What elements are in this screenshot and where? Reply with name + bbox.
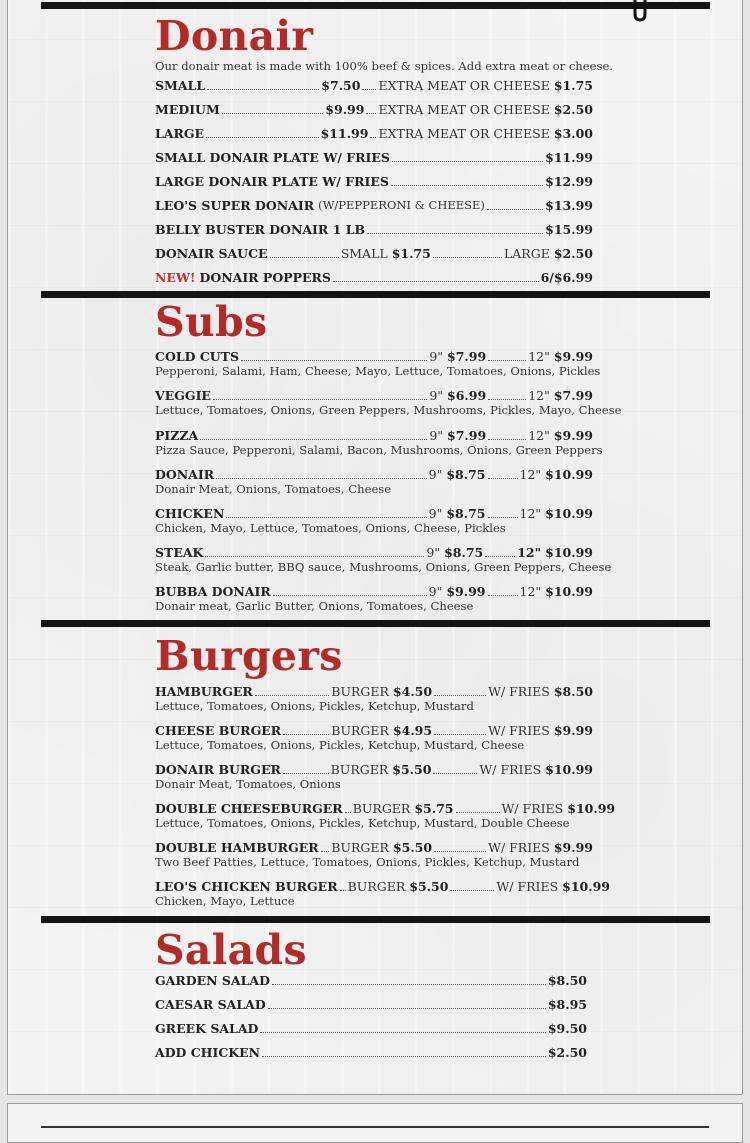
item-description: Donair Meat, Tomatoes, Onions — [155, 777, 341, 791]
dot-leader — [241, 360, 427, 361]
item-name: VEGGIE — [155, 388, 211, 403]
fries-price: $8.50 — [553, 684, 593, 699]
dot-leader — [226, 517, 426, 518]
burger-row — [155, 799, 616, 816]
donair-size-row — [155, 76, 593, 93]
item-description: Donair Meat, Onions, Tomatoes, Cheese — [155, 482, 392, 496]
extra-label: EXTRA MEAT OR CHEESE — [378, 102, 550, 117]
item-price: $13.99 — [545, 198, 593, 213]
section-divider-donair — [41, 2, 710, 9]
item-price: $15.99 — [545, 222, 593, 237]
dot-leader — [255, 695, 329, 696]
burger-label: BURGER — [330, 762, 389, 777]
donair-plate-row — [155, 172, 593, 189]
dot-leader — [206, 137, 319, 138]
dot-leader — [270, 257, 339, 258]
item-description: Pepperoni, Salami, Ham, Cheese, Mayo, Lettuce, Tomatoes, Onions, Pickles — [155, 364, 601, 378]
size-9: 9" — [429, 388, 444, 403]
dot-leader — [391, 185, 543, 186]
dot-leader — [366, 113, 376, 114]
item-name: DOUBLE HAMBURGER — [155, 840, 319, 855]
dot-leader — [487, 209, 543, 210]
sub-row — [155, 504, 593, 521]
item-price: $2.50 — [547, 1045, 587, 1060]
section-divider-burgers — [41, 620, 710, 627]
size-12: 12" — [517, 545, 542, 560]
burger-label: BURGER — [331, 840, 389, 855]
price-9: $8.75 — [444, 545, 484, 560]
sub-row — [155, 386, 593, 403]
burger-row — [155, 721, 593, 738]
burger-price: $5.75 — [414, 801, 454, 816]
salad-row — [155, 995, 587, 1012]
dot-leader — [260, 1032, 545, 1033]
dot-leader — [205, 556, 424, 557]
dot-leader — [216, 478, 427, 479]
item-name: SMALL DONAIR PLATE W/ FRIES — [155, 150, 390, 165]
donair-size-row — [155, 100, 593, 117]
sub-row — [155, 465, 593, 482]
donair-plate-row — [155, 148, 593, 165]
dot-leader — [433, 773, 477, 774]
item-name: HAMBURGER — [155, 684, 253, 699]
item-price: $8.95 — [547, 997, 587, 1012]
dot-leader — [213, 399, 427, 400]
dot-leader — [283, 734, 329, 735]
extra-price: $2.50 — [553, 102, 593, 117]
price-12: $10.99 — [545, 584, 593, 599]
item-description: Lettuce, Tomatoes, Onions, Pickles, Ketchup, Mustard, Double Cheese — [155, 816, 570, 830]
dot-leader — [450, 890, 494, 891]
dot-leader — [200, 439, 427, 440]
sub-row — [155, 426, 593, 443]
burger-price: $4.95 — [392, 723, 433, 738]
dot-leader — [321, 851, 330, 852]
burger-price: $4.50 — [392, 684, 433, 699]
item-price: $8.50 — [547, 973, 587, 988]
burger-row — [155, 877, 610, 894]
item-description: Two Beef Patties, Lettuce, Tomatoes, Onions, Pickles, Ketchup, Mustard — [155, 855, 580, 869]
dot-leader — [488, 595, 518, 596]
dot-leader — [340, 890, 346, 891]
item-price: $9.99 — [325, 102, 365, 117]
item-name: COLD CUTS — [155, 349, 239, 364]
size-9: 9" — [428, 584, 443, 599]
item-description: Lettuce, Tomatoes, Onions, Pickles, Ketchup, Mustard — [155, 699, 474, 713]
dot-leader — [370, 137, 376, 138]
dot-leader — [262, 1056, 546, 1057]
price-12: $10.99 — [545, 545, 593, 560]
item-name: LEO'S CHICKEN BURGER — [155, 879, 338, 894]
dot-leader — [345, 812, 351, 813]
section-title-burgers: Burgers — [155, 632, 343, 680]
donair-plate-row — [155, 196, 593, 213]
sub-row — [155, 543, 593, 560]
fries-price: $9.99 — [553, 840, 593, 855]
item-description: Lettuce, Tomatoes, Onions, Pickles, Ketchup, Mustard, Cheese — [155, 738, 525, 752]
fries-label: W/ FRIES — [479, 762, 542, 777]
dot-leader — [456, 812, 500, 813]
item-name: STEAK — [155, 545, 204, 560]
donair-sauce-row — [155, 244, 593, 261]
dot-leader — [434, 695, 486, 696]
section-divider-salads — [41, 916, 710, 923]
section-title-donair: Donair — [155, 12, 314, 60]
fries-label: W/ FRIES — [488, 723, 550, 738]
item-name: LARGE — [155, 126, 205, 141]
size-12: 12" — [528, 428, 550, 443]
fries-label: W/ FRIES — [501, 801, 564, 816]
size-12: 12" — [519, 467, 542, 482]
item-description: Donair meat, Garlic Butter, Onions, Tomatoes, Cheese — [155, 599, 474, 613]
item-name: GREEK SALAD — [155, 1021, 259, 1036]
dot-leader — [333, 281, 539, 282]
dot-leader — [433, 257, 502, 258]
fries-label: W/ FRIES — [488, 840, 550, 855]
price-12: $10.99 — [545, 467, 593, 482]
price-9: $6.99 — [447, 388, 487, 403]
extra-label: EXTRA MEAT OR CHEESE — [378, 78, 550, 93]
item-price: $11.99 — [545, 150, 593, 165]
section-title-subs: Subs — [155, 298, 268, 346]
item-name: ADD CHICKEN — [155, 1045, 261, 1060]
salad-row — [155, 971, 587, 988]
sub-row — [155, 347, 593, 364]
item-name: BUBBA DONAIR — [155, 584, 271, 599]
dot-leader — [268, 1008, 546, 1009]
donair-intro: Our donair meat is made with 100% beef & spices. Add extra meat or cheese. — [155, 59, 613, 73]
item-name: DOUBLE CHEESEBURGER — [155, 801, 343, 816]
price-9: $7.99 — [447, 349, 487, 364]
dot-leader — [434, 851, 486, 852]
extra-price: $1.75 — [553, 78, 593, 93]
extra-label: EXTRA MEAT OR CHEESE — [378, 126, 550, 141]
burger-price: $5.50 — [409, 879, 449, 894]
fries-price: $10.99 — [562, 879, 610, 894]
price-9: $8.75 — [446, 506, 486, 521]
dot-leader — [488, 517, 518, 518]
price-12: $7.99 — [553, 388, 593, 403]
item-name: DONAIR SAUCE — [155, 246, 268, 261]
item-description: Lettuce, Tomatoes, Onions, Green Peppers, Mushrooms, Pickles, Mayo, Cheese — [155, 403, 622, 417]
fries-price: $10.99 — [567, 801, 616, 816]
burger-row — [155, 838, 593, 855]
item-description: Chicken, Mayo, Lettuce — [155, 894, 295, 908]
item-description: Steak, Garlic butter, BBQ sauce, Mushrooms, Onions, Green Peppers, Cheese — [155, 560, 612, 574]
item-name: LARGE DONAIR PLATE W/ FRIES — [155, 174, 389, 189]
price-12: $9.99 — [553, 349, 593, 364]
dot-leader — [367, 233, 543, 234]
sub-row — [155, 582, 593, 599]
donair-poppers-row — [155, 268, 593, 285]
dot-leader — [488, 399, 526, 400]
item-price: 6/$6.99 — [540, 270, 593, 285]
burger-label: BURGER — [331, 723, 389, 738]
fries-label: W/ FRIES — [488, 684, 550, 699]
dot-leader — [273, 595, 427, 596]
item-name: CAESAR SALAD — [155, 997, 266, 1012]
next-page-divider — [41, 1126, 709, 1128]
dot-leader — [283, 773, 329, 774]
size-9: 9" — [428, 467, 443, 482]
burger-label: BURGER — [352, 801, 411, 816]
burger-price: $5.50 — [392, 762, 432, 777]
sauce-large-price: $2.50 — [553, 246, 593, 261]
salad-row — [155, 1019, 587, 1036]
burger-label: BURGER — [347, 879, 406, 894]
next-menu-page — [7, 1103, 743, 1143]
dot-leader — [485, 556, 515, 557]
size-12: 12" — [519, 506, 542, 521]
item-name: MEDIUM — [155, 102, 220, 117]
section-title-salads: Salads — [155, 926, 307, 974]
sauce-large-label: LARGE — [503, 246, 550, 261]
salad-row — [155, 1043, 587, 1060]
dot-leader — [392, 161, 543, 162]
burger-row — [155, 760, 593, 777]
sauce-small-price: $1.75 — [391, 246, 431, 261]
item-description: Pizza Sauce, Pepperoni, Salami, Bacon, Mushrooms, Onions, Green Peppers — [155, 443, 603, 457]
item-name: SMALL — [155, 78, 206, 93]
item-name: DONAIR — [155, 467, 215, 482]
item-name: DONAIR POPPERS — [199, 270, 331, 285]
burger-price: $5.50 — [392, 840, 433, 855]
donair-size-row — [155, 124, 593, 141]
burger-row — [155, 682, 593, 699]
price-12: $9.99 — [553, 428, 593, 443]
section-divider-subs — [41, 291, 710, 298]
dot-leader — [488, 439, 526, 440]
item-name: DONAIR BURGER — [155, 762, 281, 777]
item-name: CHICKEN — [155, 506, 225, 521]
size-9: 9" — [429, 349, 444, 364]
price-12: $10.99 — [545, 506, 593, 521]
price-9: $9.99 — [446, 584, 486, 599]
item-name: GARDEN SALAD — [155, 973, 270, 988]
dot-leader — [362, 89, 376, 90]
dot-leader — [488, 478, 518, 479]
item-name: PIZZA — [155, 428, 199, 443]
size-9: 9" — [429, 428, 444, 443]
dot-leader — [207, 89, 319, 90]
dot-leader — [434, 734, 486, 735]
burger-label: BURGER — [331, 684, 389, 699]
item-price: $7.50 — [321, 78, 361, 93]
item-description: Chicken, Mayo, Lettuce, Tomatoes, Onions, Cheese, Pickles — [155, 521, 506, 535]
size-12: 12" — [519, 584, 542, 599]
dot-leader — [272, 984, 546, 985]
item-price: $9.50 — [547, 1021, 587, 1036]
item-name: LEO'S SUPER DONAIR — [155, 198, 315, 213]
size-12: 12" — [528, 349, 550, 364]
price-9: $7.99 — [447, 428, 487, 443]
item-name: BELLY BUSTER DONAIR 1 LB — [155, 222, 366, 237]
new-badge: NEW! — [155, 270, 196, 285]
item-name: CHEESE BURGER — [155, 723, 282, 738]
extra-price: $3.00 — [553, 126, 593, 141]
size-9: 9" — [426, 545, 441, 560]
size-9: 9" — [428, 506, 443, 521]
fries-price: $9.99 — [553, 723, 593, 738]
price-9: $8.75 — [446, 467, 486, 482]
dot-leader — [488, 360, 526, 361]
donair-plate-row — [155, 220, 593, 237]
size-12: 12" — [528, 388, 550, 403]
fries-price: $10.99 — [545, 762, 593, 777]
item-note: (W/PEPPERONI & CHEESE) — [318, 198, 485, 212]
dot-leader — [222, 113, 324, 114]
item-price: $12.99 — [545, 174, 593, 189]
item-price: $11.99 — [320, 126, 369, 141]
sauce-small-label: SMALL — [340, 246, 388, 261]
fries-label: W/ FRIES — [496, 879, 559, 894]
